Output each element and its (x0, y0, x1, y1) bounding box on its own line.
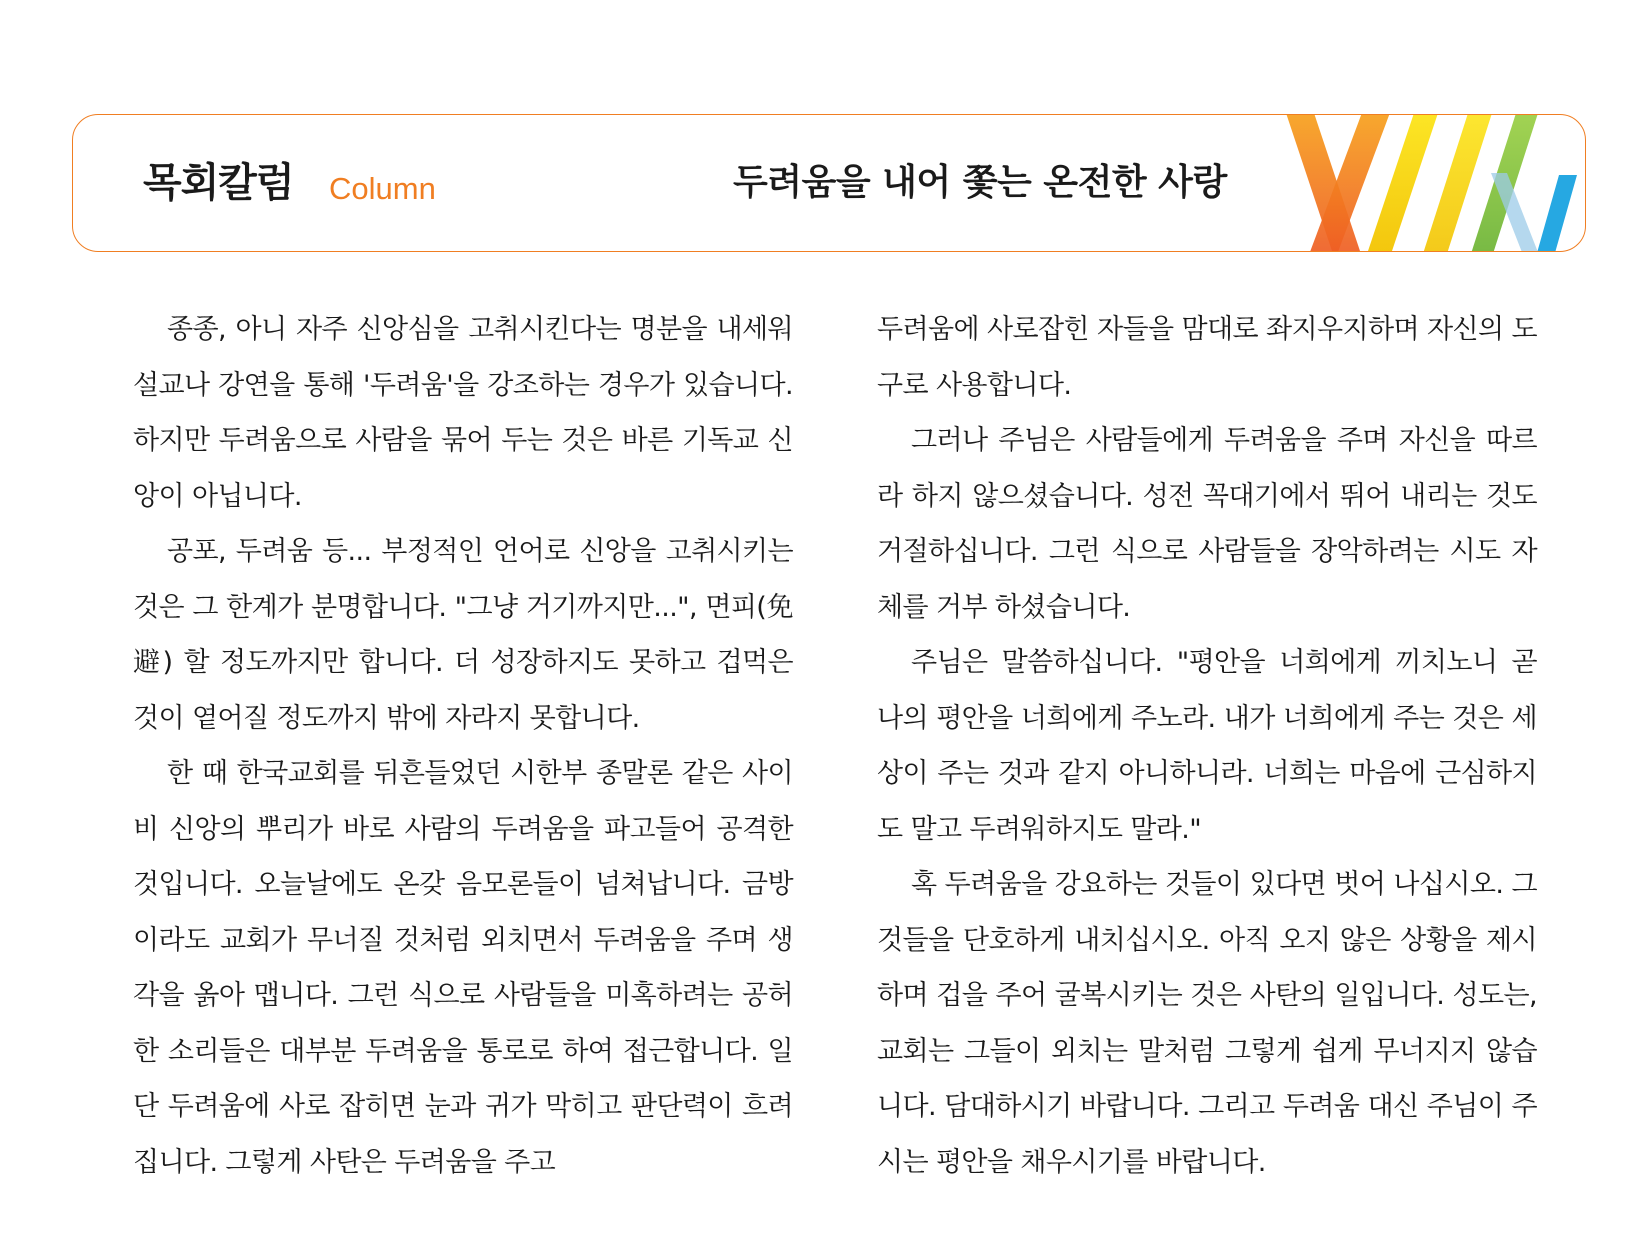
section-subtitle: Column (329, 171, 436, 206)
paragraph: 주님은 말씀하십니다. "평안을 너희에게 끼치노니 곧 나의 평안을 너희에게 주노라. 내가 너희에게 주는 것은 세상이 주는 것과 같지 아니하니라. 너희는 마음에 근심하지도 말고 두려워하지도 말라." (877, 647, 1537, 845)
paragraph: 공포, 두려움 등... 부정적인 언어로 신앙을 고취시키는 것은 그 한계가 분명합니다. "그냥 거기까지만...", 면피(免避) 할 정도까지만 합니다. 더 성장하지도 못하고 겁먹은 것이 옅어질 정도까지 밖에 자라지 못합니다. (133, 536, 793, 734)
article-column-right (877, 302, 1537, 1190)
article-column-left (133, 302, 793, 1190)
deco-stripe-blue (1535, 175, 1577, 252)
paragraph: 그러나 주님은 사람들에게 두려움을 주며 자신을 따르라 하지 않으셨습니다. 성전 꼭대기에서 뛰어 내리는 것도 거절하십니다. 그런 식으로 사람들을 장악하려는 시도 자체를 거부 하셨습니다. (877, 425, 1537, 623)
paragraph: 두려움에 사로잡힌 자들을 맘대로 좌지우지하며 자신의 도구로 사용합니다. (877, 314, 1537, 401)
column-header (72, 114, 1586, 252)
paragraph: 혹 두려움을 강요하는 것들이 있다면 벗어 나십시오. 그것들을 단호하게 내치십시오. 아직 오지 않은 상황을 제시하며 겁을 주어 굴복시키는 것은 사탄의 일입니다. 성도는, 교회는 그들이 외치는 말처럼 그렇게 쉽게 무너지지 않습니다. 담대하시기 바랍니다. 그리고 두려움 대신 주님이 주시는 평안을 채우시기를 바랍니다. (877, 869, 1537, 1178)
paragraph: 한 때 한국교회를 뒤흔들었던 시한부 종말론 같은 사이비 신앙의 뿌리가 바로 사람의 두려움을 파고들어 공격한 것입니다. 오늘날에도 온갖 음모론들이 넘쳐납니다. 금방이라도 교회가 무너질 것처럼 외치면서 두려움을 주며 생각을 옭아 맵니다. 그런 식으로 사람들을 미혹하려는 공허한 소리들은 대부분 두려움을 통로로 하여 접근합니다. 일단 두려움에 사로 잡히면 눈과 귀가 막히고 판단력이 흐려집니다. 그렇게 사탄은 두려움을 주고 (133, 758, 793, 1178)
section-title: 목회칼럼 (143, 160, 294, 206)
decorative-stripes-graphic (1255, 115, 1585, 252)
article-title: 두려움을 내어 쫓는 온전한 사랑 (733, 162, 1227, 203)
paragraph: 종종, 아니 자주 신앙심을 고취시킨다는 명분을 내세워 설교나 강연을 통해 '두려움'을 강조하는 경우가 있습니다. 하지만 두려움으로 사람을 묶어 두는 것은 바른 기독교 신앙이 아닙니다. (133, 314, 793, 512)
